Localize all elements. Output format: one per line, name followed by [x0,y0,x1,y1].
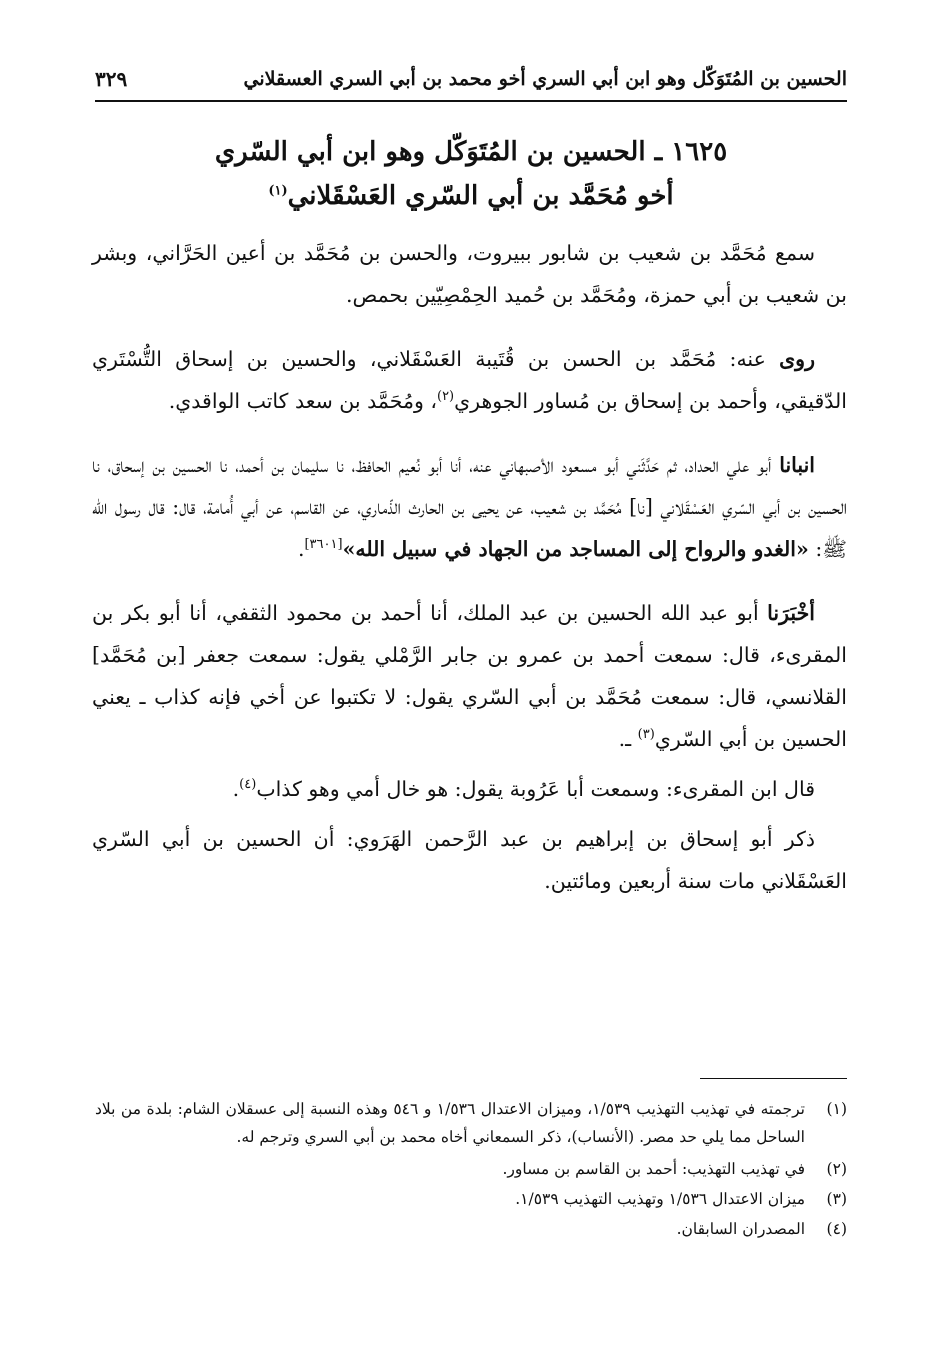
footnote-text: في تهذيب التهذيب: أحمد بن القاسم بن مساور. [502,1160,805,1178]
footnote-number: (١) [826,1100,847,1118]
paragraph-hadith-lead: انبانا [779,453,815,477]
paragraph-report [92,592,847,760]
paragraph-teachers: سمع مُحَمَّد بن شعيب بن شابور ببيروت، والحسن بن مُحَمَّد بن أعين الحَرَّاني، وبشر بن شعيب بن أبي حمزة، ومُحَمَّد بن حُميد الحِمْصِيّين بحمص. [92,241,847,307]
footnote-3 [95,1185,847,1213]
entry-title-line-1: ١٦٢٥ ـ الحسين بن المُتَوَكّل وهو ابن أبي السّري [214,137,728,167]
entry-title-line-2-text: أخو مُحَمَّد بن أبي السّري العَسْقَلاني [287,181,674,211]
paragraph-death: ذكر أبو إسحاق بن إبراهيم بن عبد الرَّحمن الهَرَوي: أن الحسين بن أبي السّري العَسْقَلاني مات سنة أربعين ومائتين. [92,827,847,893]
footnote-ref-3[interactable]: (٣) [637,727,655,743]
footnote-number: (٣) [826,1190,847,1208]
footnote-number: (٤) [826,1220,847,1238]
paragraph-report-text-b: ـ. [618,727,638,751]
footnote-text: ميزان الاعتدال ١/٥٣٦ وتهذيب التهذيب ١/٥٣٩. [515,1190,805,1208]
paragraph-students-text-a: عنه: مُحَمَّد بن الحسن بن قُتَيبة العَسْقَلاني، والحسين بن إسحاق التُّسْتَري الدّقيقي، وأحمد بن إسحاق بن مُساور الجوهري [92,347,847,413]
paragraph-students-lead: روى [779,347,815,371]
entry-title-line-2 [95,174,847,218]
footnote-ref-4[interactable]: (٤) [239,777,257,793]
footnote-divider [700,1078,847,1079]
footnote-text: المصدران السابقان. [676,1220,805,1238]
footnote-2 [95,1155,847,1183]
body-text [92,232,847,902]
running-header-title: الحسين بن المُتَوَكّل وهو ابن أبي السري أخو محمد بن أبي السري العسقلاني [243,68,847,90]
footnote-4 [95,1215,847,1243]
hadith-text: «الغدو والرواح إلى المساجد من الجهاد في سبيل الله» [342,537,809,561]
paragraph-report-text-a: أبو عبد الله الحسين بن عبد الملك، أنا أحمد بن محمود الثقفي، أنا أبو بكر بن المقرىء، قال: سمعت أحمد بن عمرو بن جابر الرَّمْلي يقول: سمعت جعفر [بن مُحَمَّد] القلانسي، قال: سمعت مُحَمَّد بن أبي السّري يقول: لا تكتبوا عن أخي فإنه كذاب ـ يعني الحسين بن أبي السّري [92,601,847,751]
footnote-ref-1[interactable]: (١) [268,183,288,199]
footnote-number: (٢) [826,1160,847,1178]
paragraph-ibn-muqri [92,768,847,810]
header-divider [95,100,847,102]
entry-title [95,130,847,218]
paragraph-report-lead: أخْبَرَنا [767,601,815,625]
paragraph-students [92,338,847,422]
footnote-ref-2[interactable]: (٢) [436,389,455,405]
footnote-text: ترجمته في تهذيب التهذيب ١/٥٣٩، وميزان الاعتدال ١/٥٣٦ و ٥٤٦ وهذه النسبة إلى عسقلان الشام: بلدة من بلاد الساحل مما يلي حد مصر. (الأنساب)، ذكر السمعاني أخاه محمد بن أبي السري وترجم له. [95,1100,806,1146]
paragraph-hadith [92,444,847,570]
paragraph-ibn-muqri-text: قال ابن المقرىء: وسمعت أبا عَرُوبة يقول: هو خال أمي وهو كذاب [256,777,815,801]
page-number: ٣٢٩ [95,67,128,91]
paragraph-hadith-end: . [297,537,305,561]
footnotes [95,1095,847,1243]
running-header [95,62,847,96]
hadith-number: [٣٦٠١] [304,537,343,553]
footnote-1 [95,1095,847,1151]
paragraph-students-text-b: ، ومُحَمَّد بن سعد كاتب الواقدي. [168,389,437,413]
paragraph-hadith-isnad: أبو علي الحداد، ثم حَدَّثَني أبو مسعود الأصبهاني عنه، أنا أبو نُعيم الحافظ، نا سليمان بن أحمد، نا الحسين بن إسحاق، نا الحسين بن أبي السّري العَسْقَلاني [نا] مُحَمَّد بن شعيب، عن يحيى بن الحارث الذّماري، عن القاسم، عن أبي أُمامة، قال: قال رسول الله ﷺ: [92,453,847,561]
paragraph-ibn-muqri-end: . [232,777,240,801]
